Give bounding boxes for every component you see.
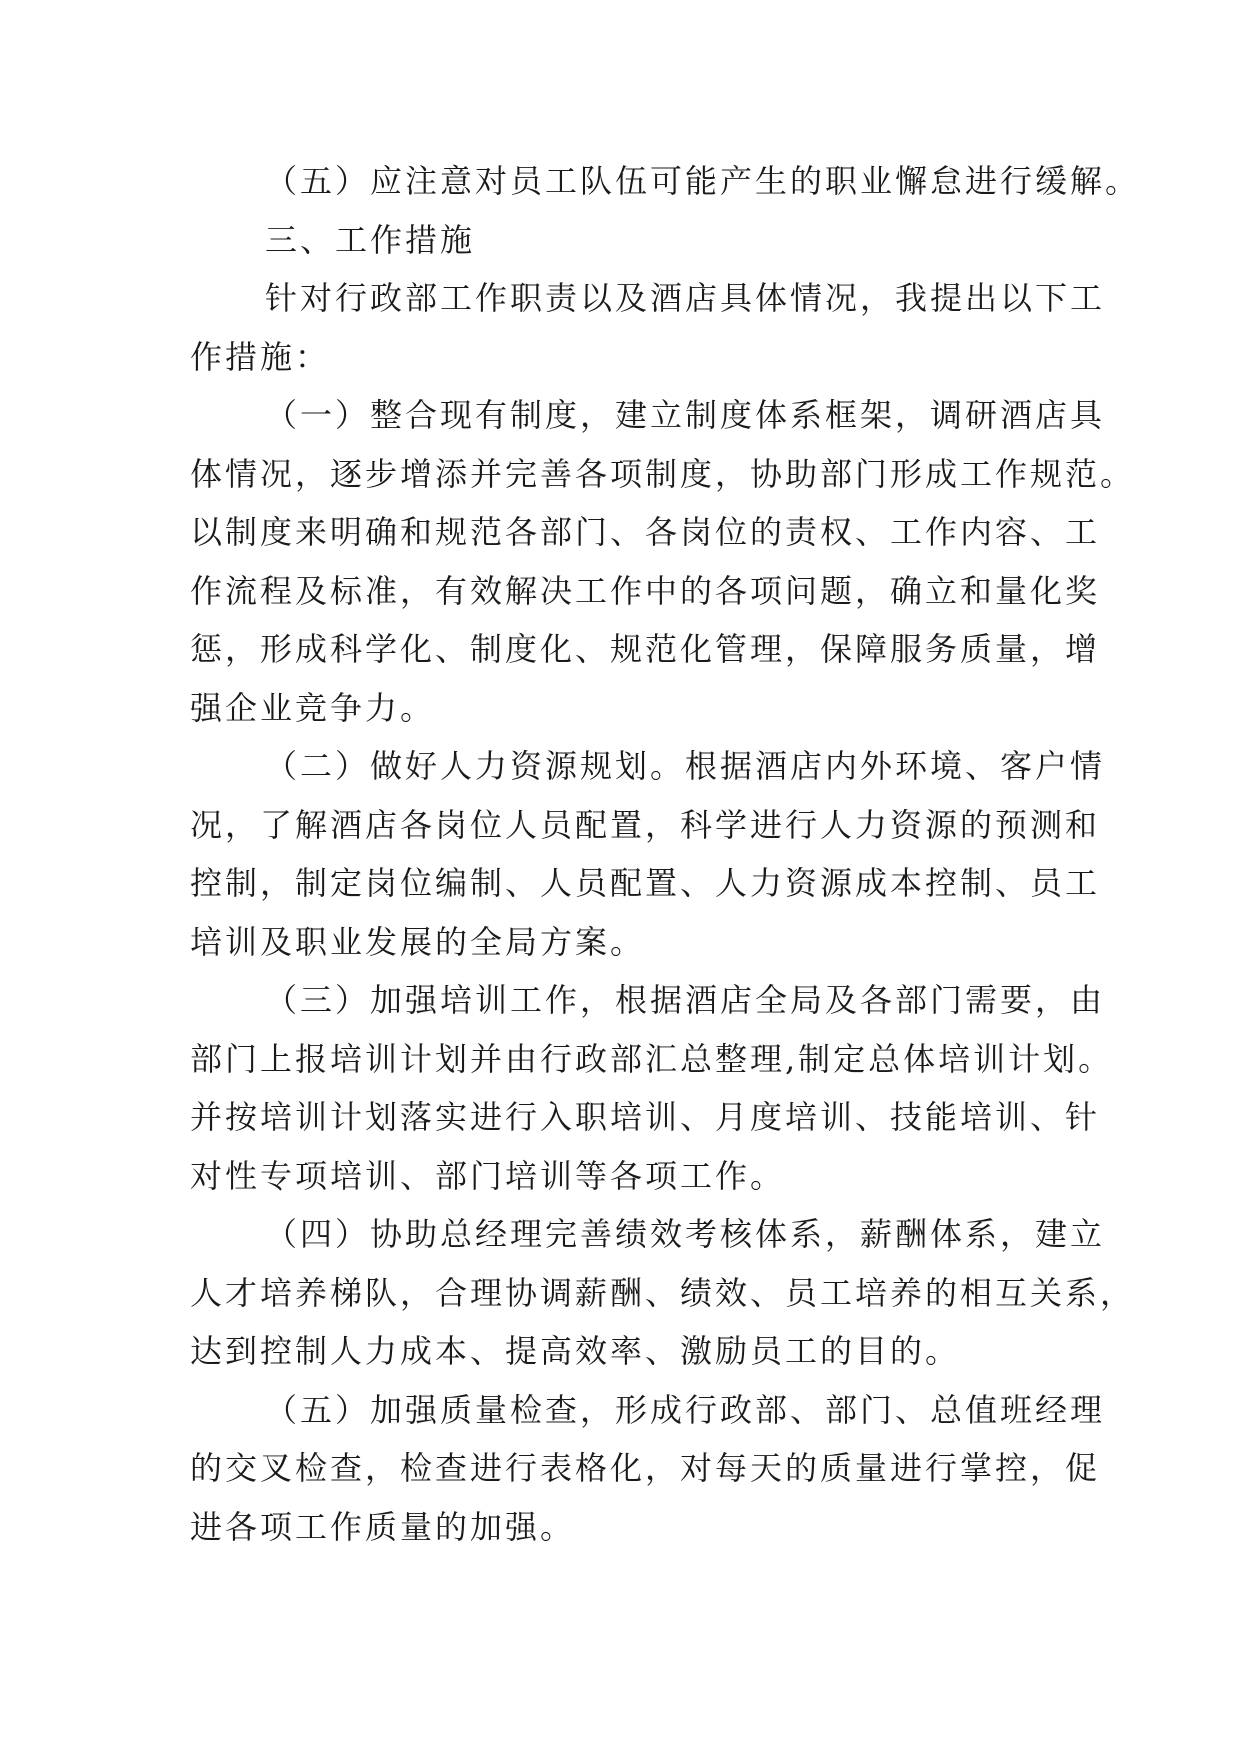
paragraph-line: 惩，形成科学化、制度化、规范化管理，保障服务质量，增 xyxy=(190,630,1101,668)
paragraph-line: 作措施： xyxy=(190,337,331,376)
paragraph-line: （一）整合现有制度，建立制度体系框架，调研酒店具 xyxy=(265,396,1106,434)
paragraph-line: 的交叉检查，检查进行表格化，对每天的质量进行掌控，促 xyxy=(190,1449,1101,1487)
paragraph-line: 体情况，逐步增添并完善各项制度，协助部门形成工作规范。 xyxy=(190,454,1136,493)
paragraph-line: 以制度来明确和规范各部门、各岗位的责权、工作内容、工 xyxy=(190,513,1101,551)
paragraph-line: 针对行政部工作职责以及酒店具体情况，我提出以下工 xyxy=(265,279,1106,317)
paragraph-line: （四）协助总经理完善绩效考核体系，薪酬体系，建立 xyxy=(265,1215,1106,1253)
paragraph-line: （五）应注意对员工队伍可能产生的职业懈怠进行缓解。 xyxy=(265,162,1141,200)
paragraph-line: 作流程及标准，有效解决工作中的各项问题，确立和量化奖 xyxy=(190,571,1101,610)
document-body xyxy=(190,152,1141,1556)
paragraph-line: 并按培训计划落实进行入职培训、月度培训、技能培训、针 xyxy=(190,1098,1101,1136)
paragraph-line: 强企业竞争力。 xyxy=(190,688,436,727)
paragraph-line: 人才培养梯队，合理协调薪酬、绩效、员工培养的相互关系， xyxy=(190,1273,1136,1312)
paragraph-line: 控制，制定岗位编制、人员配置、人力资源成本控制、员工 xyxy=(190,864,1101,902)
paragraph-line: （三）加强培训工作，根据酒店全局及各部门需要，由 xyxy=(265,981,1106,1019)
section-heading: 三、工作措施 xyxy=(265,220,476,259)
paragraph-line: （五）加强质量检查，形成行政部、部门、总值班经理 xyxy=(265,1390,1106,1429)
paragraph-line: 况，了解酒店各岗位人员配置，科学进行人力资源的预测和 xyxy=(190,805,1101,844)
paragraph-line: 培训及职业发展的全局方案。 xyxy=(190,922,646,961)
paragraph-line: 达到控制人力成本、提高效率、激励员工的目的。 xyxy=(190,1332,961,1370)
paragraph-line: 进各项工作质量的加强。 xyxy=(190,1507,576,1546)
paragraph-line: 部门上报培训计划并由行政部汇总整理,制定总体培训计划。 xyxy=(190,1039,1114,1078)
paragraph-line: 对性专项培训、部门培训等各项工作。 xyxy=(190,1156,786,1195)
paragraph-line: （二）做好人力资源规划。根据酒店内外环境、客户情 xyxy=(265,747,1106,785)
